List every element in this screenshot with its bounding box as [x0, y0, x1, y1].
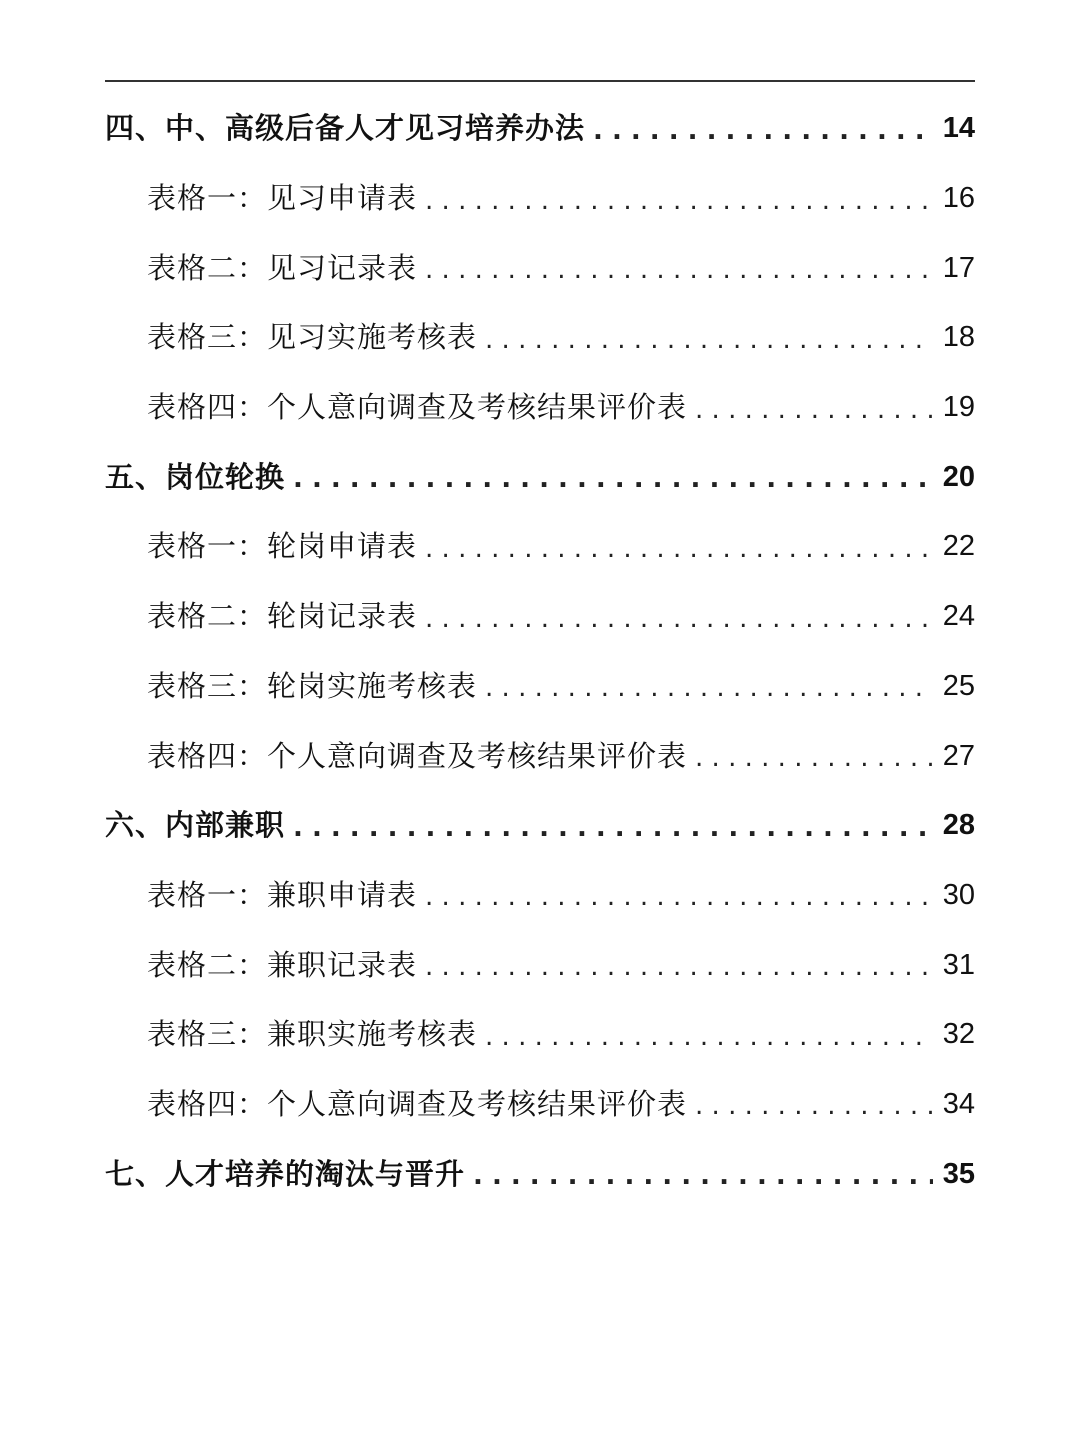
toc-entry-page: 20	[942, 460, 975, 493]
toc-entry-page: 28	[942, 809, 975, 842]
toc-dot-leader	[593, 118, 933, 144]
toc-dot-leader	[425, 257, 933, 283]
toc-entry-title: 表格二：见习记录表	[147, 250, 418, 285]
toc-entry[interactable]	[105, 303, 975, 373]
toc-dot-leader	[425, 884, 933, 910]
toc-entry-title: 表格三：轮岗实施考核表	[147, 668, 478, 703]
toc-entry[interactable]	[105, 442, 975, 512]
toc-dot-leader	[695, 745, 933, 771]
toc-entry[interactable]	[105, 1000, 975, 1070]
toc-dot-leader	[425, 606, 933, 632]
toc-dot-leader	[293, 466, 933, 492]
toc-entry[interactable]	[105, 164, 975, 234]
toc-entry-page: 18	[942, 321, 975, 354]
toc-entry-title: 表格四：个人意向调查及考核结果评价表	[147, 1086, 688, 1121]
toc-entry[interactable]	[105, 1070, 975, 1140]
toc-entry-title: 表格四：个人意向调查及考核结果评价表	[147, 390, 688, 425]
toc-entry-page: 14	[942, 112, 975, 145]
toc-entry-page: 25	[942, 669, 975, 702]
toc-entry-title: 表格一：见习申请表	[147, 181, 418, 216]
toc-entry-title: 五、岗位轮换	[105, 459, 286, 494]
toc-entry-title: 六、内部兼职	[105, 808, 286, 843]
toc-dot-leader	[695, 1093, 933, 1119]
toc-entry[interactable]	[105, 582, 975, 652]
toc-entry-title: 表格三：见习实施考核表	[147, 320, 478, 355]
toc-entry-page: 22	[942, 530, 975, 563]
toc-dot-leader	[473, 1163, 933, 1189]
toc-entry[interactable]	[105, 930, 975, 1000]
toc-entry-page: 34	[942, 1087, 975, 1120]
toc-entry-title: 表格四：个人意向调查及考核结果评价表	[147, 738, 688, 773]
toc-entry[interactable]	[105, 373, 975, 443]
toc-entry[interactable]	[105, 861, 975, 931]
toc-entry-title: 四、中、高级后备人才见习培养办法	[105, 111, 586, 146]
header-rule	[105, 80, 975, 82]
toc-dot-leader	[425, 954, 933, 980]
toc-entry-title: 表格二：轮岗记录表	[147, 599, 418, 634]
toc-entry[interactable]	[105, 512, 975, 582]
toc-entry[interactable]	[105, 652, 975, 722]
toc-entry-title: 表格一：兼职申请表	[147, 877, 418, 912]
toc-dot-leader	[695, 397, 933, 423]
toc-entry[interactable]	[105, 1139, 975, 1209]
toc-entry[interactable]	[105, 791, 975, 861]
toc-dot-leader	[485, 675, 933, 701]
toc-dot-leader	[485, 1024, 933, 1050]
toc-entry-page: 31	[942, 948, 975, 981]
toc-entry-title: 表格二：兼职记录表	[147, 947, 418, 982]
toc-dot-leader	[293, 815, 933, 841]
toc-entry-page: 24	[942, 600, 975, 633]
toc-entry[interactable]	[105, 94, 975, 164]
toc-entry-page: 32	[942, 1018, 975, 1051]
toc-entry-title: 表格三：兼职实施考核表	[147, 1017, 478, 1052]
toc-entry-page: 17	[942, 251, 975, 284]
toc-dot-leader	[425, 188, 933, 214]
toc-entry-title: 表格一：轮岗申请表	[147, 529, 418, 564]
toc-entry-title: 七、人才培养的淘汰与晋升	[105, 1156, 466, 1191]
toc-dot-leader	[485, 327, 933, 353]
toc-entry-page: 16	[942, 182, 975, 215]
toc-entry[interactable]	[105, 721, 975, 791]
toc-entry-page: 19	[942, 391, 975, 424]
toc-entry-page: 27	[942, 739, 975, 772]
toc-entry[interactable]	[105, 233, 975, 303]
table-of-contents	[105, 94, 975, 1209]
toc-dot-leader	[425, 536, 933, 562]
toc-entry-page: 30	[942, 878, 975, 911]
toc-entry-page: 35	[942, 1157, 975, 1190]
